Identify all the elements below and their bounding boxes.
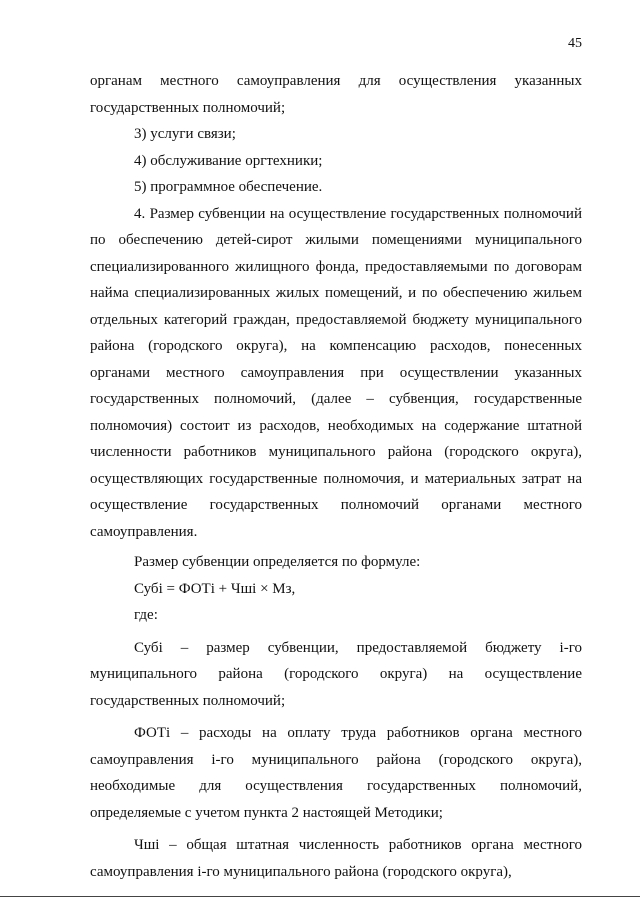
list-item-office-equipment: 4) обслуживание оргтехники; [134,152,323,169]
definition-fot: ФОТі – расходы на оплату труда работников органа местного самоуправления і-го муниципального района (городского округа), необходимые для осуществления государственных полномочий, определяемые с учетом пункта 2 настоящей Методики; [90,725,582,821]
definition-sub: Субі – размер субвенции, предоставляемой бюджету і-го муниципального района (городского округа) на осуществление государственных полномочий; [90,639,582,709]
page-bottom-rule [0,896,640,897]
list-item-software: 5) программное обеспечение. [134,179,323,195]
where-label: где: [134,607,158,623]
formula-intro: Размер субвенции определяется по формуле: [134,554,421,570]
page-number: 45 [568,36,582,51]
paragraph-intro: органам местного самоуправления для осуществления указанных государственных полномочий; [90,73,582,116]
document-body [90,68,582,885]
formula: Субі = ФОТі + Чші × Мз, [134,580,296,597]
list-item-services: 3) услуги связи; [134,126,236,142]
paragraph-4: 4. Размер субвенции на осуществление государственных полномочий по обеспечению детей-сирот жилыми помещениями муниципального специализированного жилищного фонда, предоставляемыми по договорам найма специализированных жилых помещений, и по обеспечению жильем отдельных категорий граждан, предоставляемой бюджету муниципального района (городского округа), на компенсацию расходов, понесенных органами местного самоуправления при осуществлении указанных государственных полномочий, (далее – субвенция, государственные полномочия) состоит из расходов, необходимых на содержание штатной численности работников муниципального района (городского округа), осуществляющих государственные полномочия, и материальных затрат на осуществление государственных полномочий органами местного самоуправления. [90,205,582,540]
definition-chsh: Чші – общая штатная численность работников органа местного самоуправления і-го муниципального района (городского округа), [90,837,582,880]
